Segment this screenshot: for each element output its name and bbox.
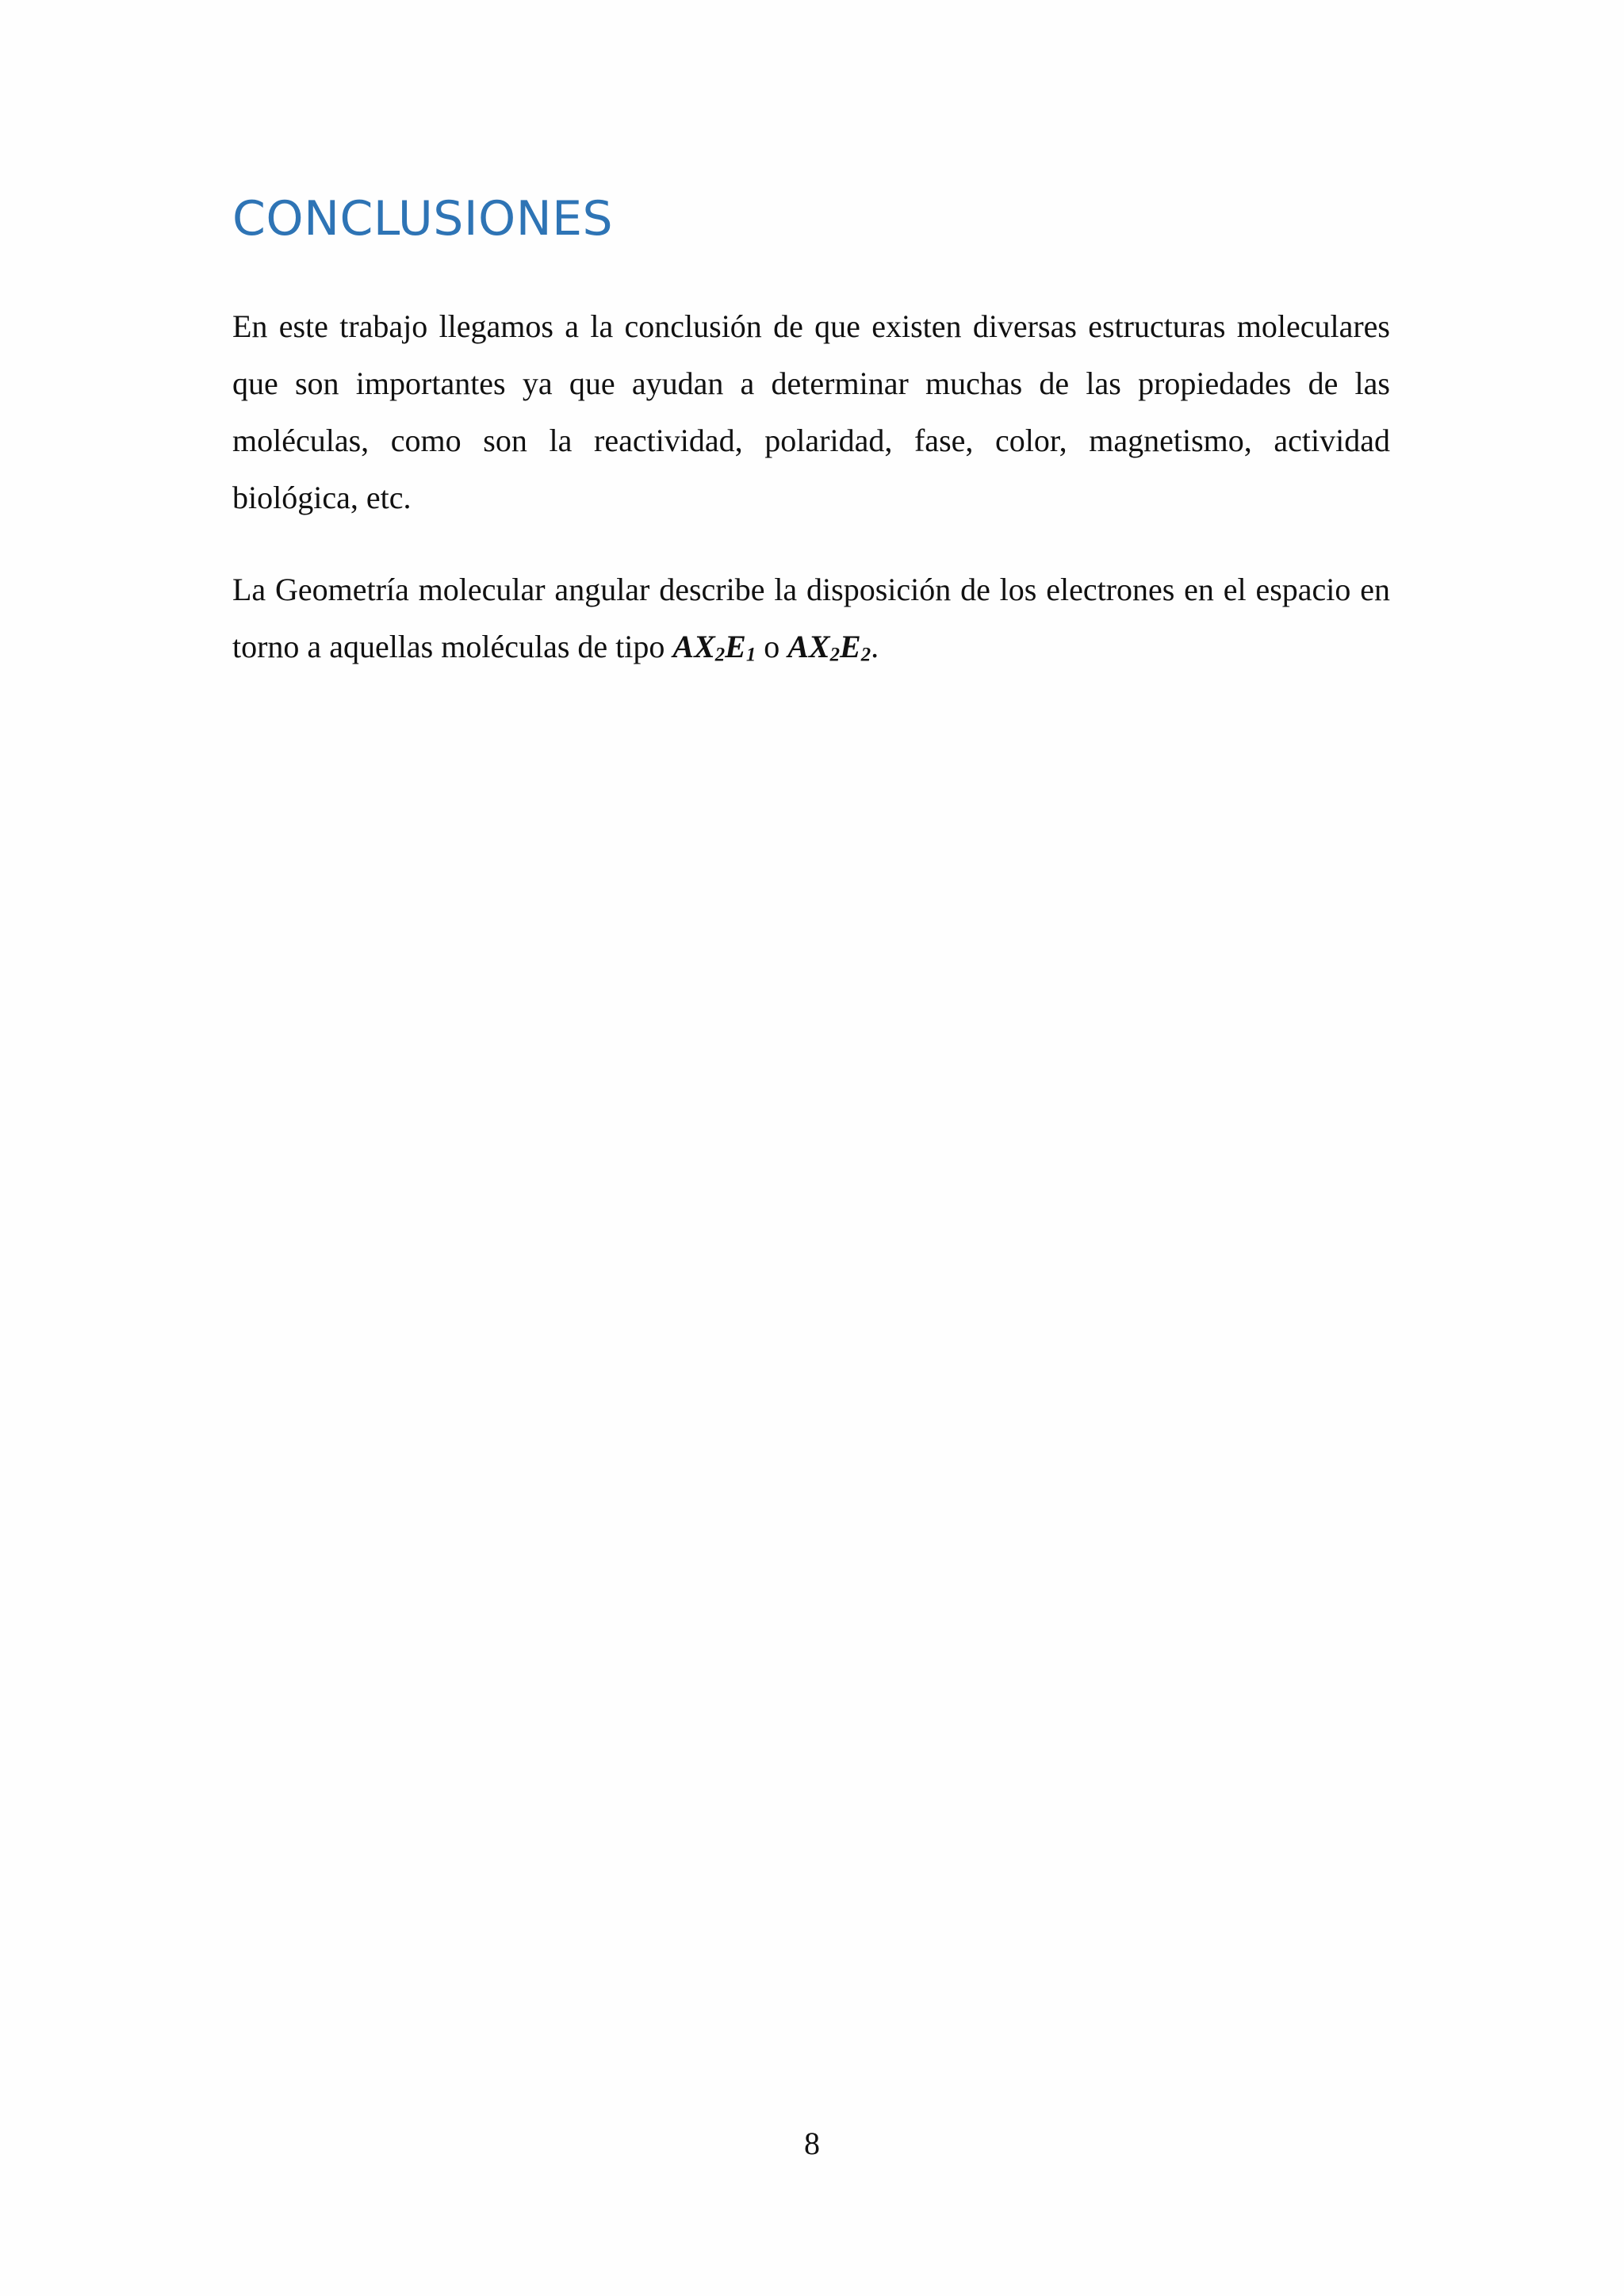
paragraph-geometry-ending: . [871, 629, 879, 664]
formula-ax2e2-part: AX [787, 629, 830, 664]
formula-ax2e1-part: E [725, 629, 746, 664]
formula-ax2e2-subscript: 2 [829, 644, 841, 666]
section-heading: CONCLUSIONES [232, 191, 614, 247]
formula-ax2e1-subscript: 1 [745, 644, 756, 666]
formula-ax2e1-part: AX [672, 629, 715, 664]
paragraph-geometry-text: La Geometría molecular angular describe la disposición de los electrones en el espacio en torno a aquellas moléculas de tipo [232, 572, 1390, 664]
formula-ax2e2-subscript: 2 [860, 644, 871, 666]
page-content [232, 190, 1390, 710]
page-number: 8 [804, 2126, 820, 2161]
formula-ax2e2-part: E [840, 629, 861, 664]
paragraph-conclusion: En este trabajo llegamos a la conclusión de que existen diversas estructuras moleculares que son importantes ya que ayudan a determinar muchas de las propiedades de las moléculas, como son la reactividad, polaridad, fase, color, magnetismo, actividad biológica, etc. [232, 308, 1390, 515]
formula-ax2e1 [672, 629, 756, 664]
formula-connector: o [756, 629, 788, 664]
formula-ax2e2 [787, 629, 871, 664]
formula-ax2e1-subscript: 2 [714, 644, 726, 666]
paragraph-geometry [232, 561, 1390, 675]
